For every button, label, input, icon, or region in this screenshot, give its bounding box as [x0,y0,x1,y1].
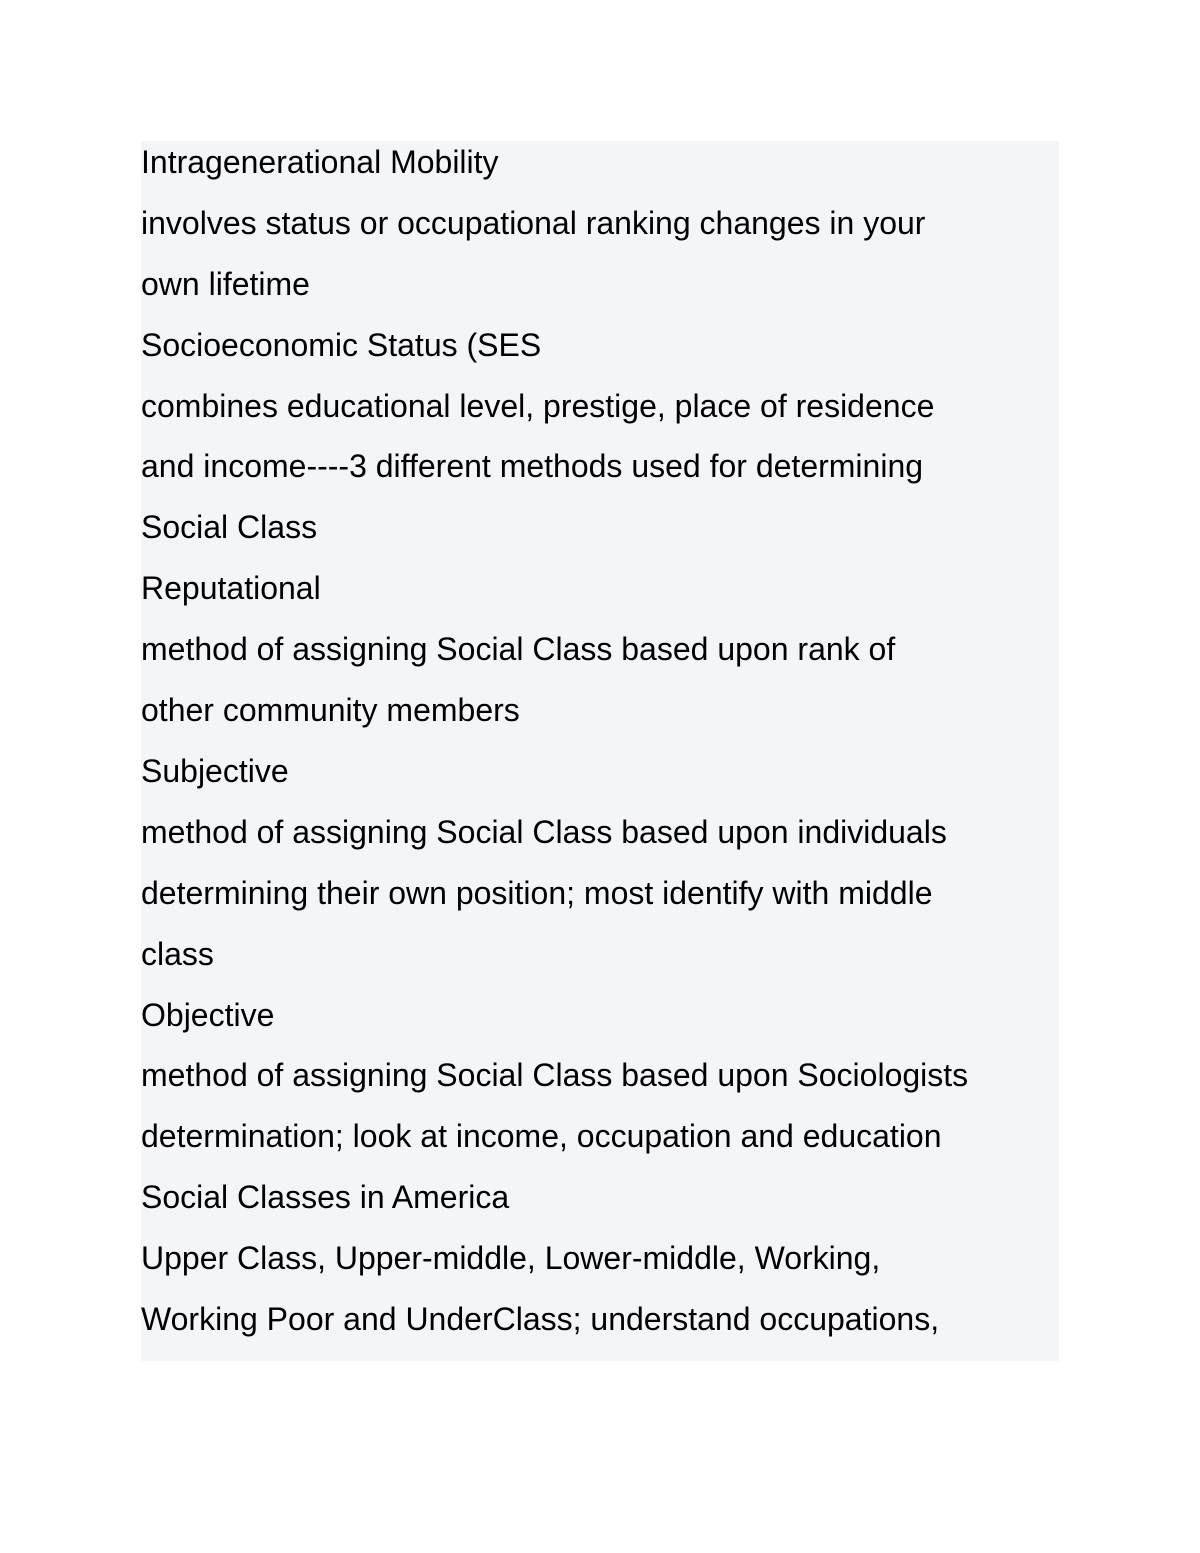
definition-line: class [141,936,214,972]
definition-line: Social Class [141,509,318,545]
definition-line: involves status or occupational ranking changes in your [141,205,926,241]
definition-line: other community members [141,692,520,728]
definition-line: combines educational level, prestige, place of residence [141,388,935,424]
term-subjective: Subjective [141,753,289,789]
definition-line: Upper Class, Upper-middle, Lower-middle, Working, [141,1240,881,1276]
definition-line: determining their own position; most identify with middle [141,875,933,911]
term-intragenerational-mobility: Intragenerational Mobility [141,144,499,180]
definition-line: method of assigning Social Class based upon rank of [141,631,896,667]
term-objective: Objective [141,997,275,1033]
definition-line: and income----3 different methods used for determining [141,448,924,484]
term-reputational: Reputational [141,570,321,606]
definition-line: determination; look at income, occupation and education [141,1118,942,1154]
term-socioeconomic-status: Socioeconomic Status (SES [141,327,542,363]
definition-line: method of assigning Social Class based upon Sociologists [141,1057,969,1093]
definition-line: Working Poor and UnderClass; understand occupations, [141,1301,940,1337]
definition-line: method of assigning Social Class based upon individuals [141,814,947,850]
flashcard-text-block [141,141,1059,1361]
definition-line: own lifetime [141,266,310,302]
term-social-classes-in-america: Social Classes in America [141,1179,510,1215]
